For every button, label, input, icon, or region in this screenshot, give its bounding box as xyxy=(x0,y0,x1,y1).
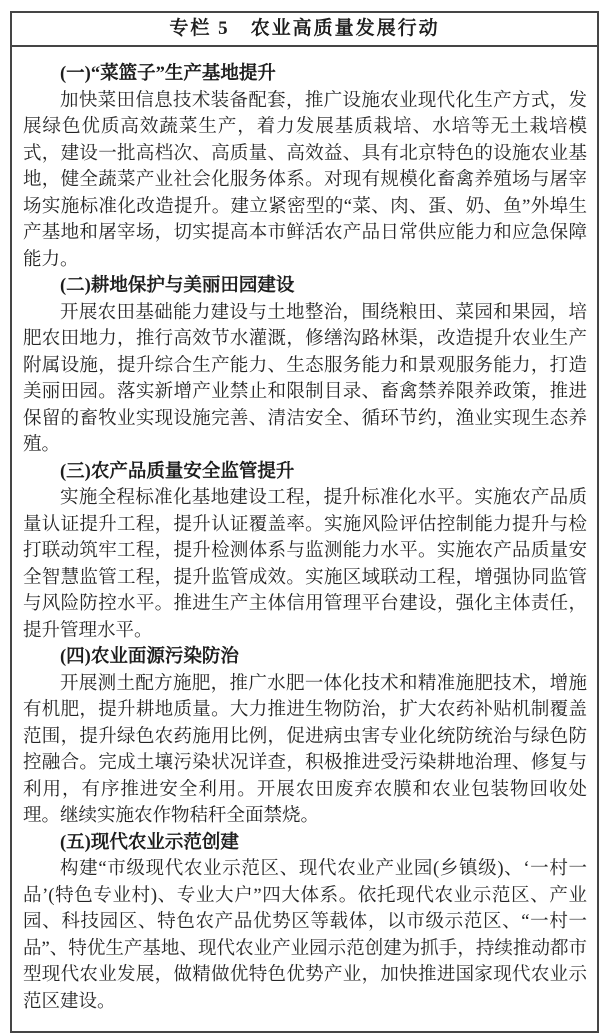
document-page xyxy=(0,11,610,1012)
section-1-paragraph: 加快菜田信息技术装备配套，推广设施农业现代化生产方式，发展绿色优质高效蔬菜生产，着力发展基质栽培、水培等无土栽培模式，建设一批高档次、高质量、高效益、具有北京特色的设施农业基地，健全蔬菜产业社会化服务体系。对现有规模化畜禽养殖场与屠宰场实施标准化改造提升。建立紧密型的“菜、肉、蛋、奶、鱼”外埠生产基地和屠宰场，切实提高本市鲜活农产品日常供应能力和应急保障能力。 xyxy=(23,90,587,270)
section-2-heading: (二)耕地保护与美丽田园建设 xyxy=(60,276,295,296)
panel-body xyxy=(12,47,597,1031)
section-5-paragraph: 构建“市级现代农业示范区、现代农业产业园(乡镇级)、‘一村一品’(特色专业村)、专业大户”四大体系。依托现代农业示范区、产业园、科技园区、特色农产品优势区等载体，以市级示范区、“一村一品”、特优生产基地、现代农业产业园示范创建为抓手，持续推动都市型现代农业发展，做精做优特色优势产业，加快推进国家现代农业示范区建设。 xyxy=(23,859,587,1012)
section-3-paragraph: 实施全程标准化基地建设工程，提升标准化水平。实施农产品质量认证提升工程，提升认证覆盖率。实施风险评估控制能力提升与检打联动筑牢工程，提升检测体系与监测能力水平。实施农产品质量安全智慧监管工程，提升监管成效。实施区域联动工程，增强协同监管与风险防控水平。推进生产主体信用管理平台建设，强化主体责任，提升管理水平。 xyxy=(23,488,587,641)
section-3-heading: (三)农产品质量安全监管提升 xyxy=(60,461,295,482)
special-column-panel xyxy=(10,11,599,1033)
section-5-heading: (五)现代农业示范创建 xyxy=(60,832,239,853)
section-4-heading: (四)农业面源污染防治 xyxy=(60,647,239,667)
section-1-heading: (一)“菜篮子”生产基地提升 xyxy=(60,64,276,84)
section-2-paragraph: 开展农田基础能力建设与土地整治，围绕粮田、菜园和果园，培肥农田地力，推行高效节水灌溉，修缮沟路林渠，改造提升农业生产附属设施，提升综合生产能力、生态服务能力和景观服务能力，打造美丽田园。落实新增产业禁止和限制目录、畜禽禁养限养政策，推进保留的畜牧业实现设施完善、清洁安全、循环节约，渔业实现生态养殖。 xyxy=(23,302,587,455)
panel-title: 专栏 5 农业高质量发展行动 xyxy=(12,13,597,47)
section-4-paragraph: 开展测土配方施肥，推广水肥一体化技术和精准施肥技术，增施有机肥，提升耕地质量。大力推进生物防治，扩大农药补贴机制覆盖范围，提升绿色农药施用比例，促进病虫害专业化统防统治与绿色防控融合。完成土壤污染状况详查，积极推进受污染耕地治理、修复与利用，有序推进安全利用。开展农田废弃农膜和农业包装物回收处理。继续实施农作物秸秆全面禁烧。 xyxy=(23,673,587,826)
